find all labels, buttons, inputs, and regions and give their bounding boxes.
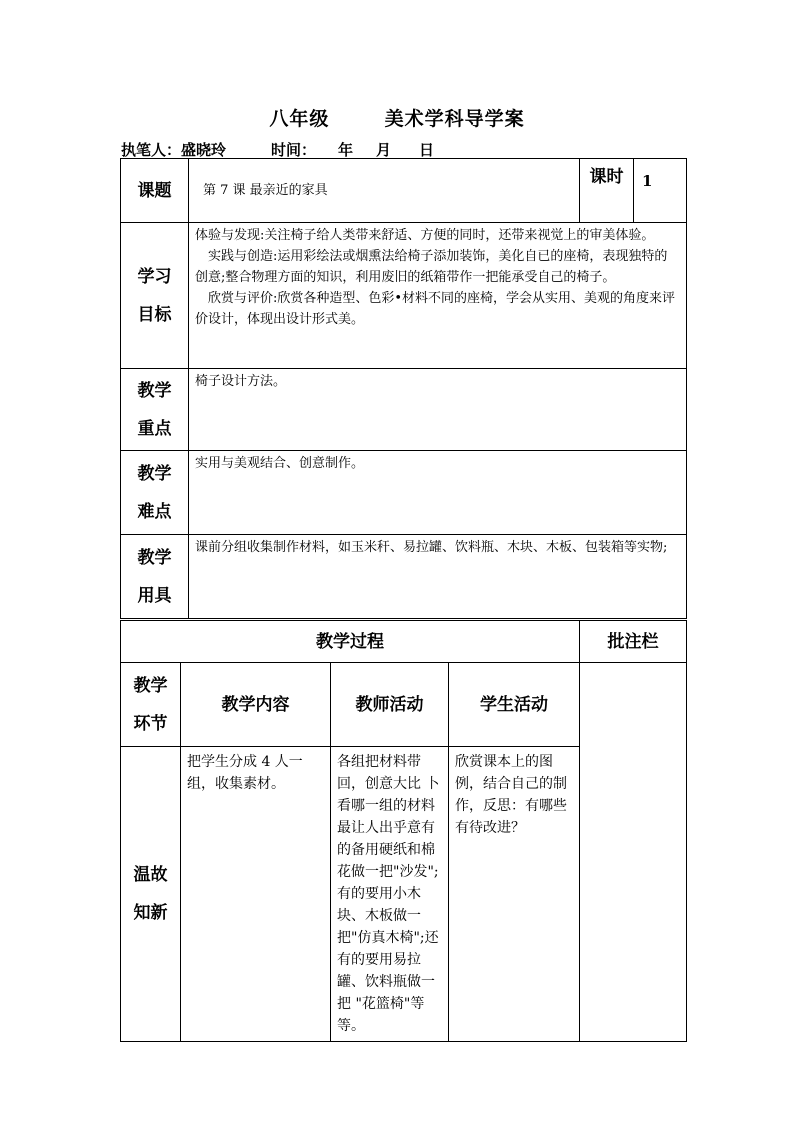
key-points-label [121,369,189,451]
key-points-label-line1: 教学 [137,380,172,401]
goal-1: 体验与发现:关注椅子给人类带来舒适、方便的同时，还带来视觉上的审美体验。 [195,228,655,243]
col-stage-line1: 教学 [133,675,168,696]
process-heading: 教学过程 [121,621,580,663]
col-teacher: 教师活动 [331,663,449,747]
row-content: 把学生分成 4 人一组，收集素材。 [181,747,331,1042]
goals-label-line1: 学习 [137,266,172,287]
difficulties-label-line1: 教学 [137,463,172,484]
notes-heading: 批注栏 [580,621,687,663]
lesson-info-table [120,158,687,619]
row-stage-line1: 温故 [133,865,168,885]
process-columns-row [121,663,687,747]
row-stage [121,747,181,1042]
row-teacher: 各组把材料带回，创意大比 卜看哪一组的材料最让人出乎意有的备用硬纸和棉花做一把"沙发";有的要用小木块、木板做一把"仿真木椅";还有的要用易拉罐、饮料瓶做一把 "花篮椅"等等。 [331,747,449,1042]
notes-cell [580,663,687,1042]
topic-label: 课题 [121,159,189,223]
difficulties-value: 实用与美观结合、创意制作。 [189,451,687,535]
topic-row [121,159,687,223]
key-points-row [121,369,687,451]
goal-3: 欣赏与评价:欣赏各种造型、色彩•材料不同的座椅，学会从实用、美观的角度来评价设计，体现出设计形式美。 [195,291,676,327]
col-student: 学生活动 [449,663,580,747]
key-points-value: 椅子设计方法。 [189,369,687,451]
goals-row [121,223,687,369]
period-value: 1 [634,159,687,223]
tools-row [121,535,687,619]
process-heading-row [121,621,687,663]
col-content: 教学内容 [181,663,331,747]
difficulties-label [121,451,189,535]
difficulties-label-line2: 难点 [137,501,172,522]
tools-label [121,535,189,619]
title-grade: 八年级 [269,108,330,130]
row-student: 欣赏课本上的图例，结合自己的制作，反思：有哪些有待改进？ [449,747,580,1042]
col-stage-line2: 环节 [133,713,168,734]
topic-value: 第 7 课 最亲近的家具 [189,159,580,223]
goals-label [121,223,189,369]
row-stage-line2: 知新 [133,903,168,923]
page-title [0,104,794,131]
time-label: 时间： [271,141,317,159]
year-label: 年 [338,141,354,159]
process-table [120,620,687,1042]
month-label: 月 [376,141,392,159]
period-label: 课时 [580,159,634,223]
tools-label-line2: 用具 [137,585,172,606]
difficulties-row [121,451,687,535]
tools-label-line1: 教学 [137,547,172,568]
day-label: 日 [419,141,435,159]
col-stage [121,663,181,747]
tools-value: 课前分组收集制作材料，如玉米秆、易拉罐、饮料瓶、木块、木板、包装箱等实物; [189,535,687,619]
key-points-label-line2: 重点 [137,418,172,439]
goals-value [189,223,687,369]
title-subject: 美术学科导学案 [384,108,525,130]
author: 执笔人：盛晓玲 [121,141,227,159]
goals-label-line2: 目标 [137,304,172,325]
goal-2: 实践与创造:运用彩绘法或烟熏法给椅子添加装饰，美化自已的座椅，表现独特的创意;整合物理方面的知识，利用废旧的纸箱带作一把能承受自己的椅子。 [195,249,668,285]
